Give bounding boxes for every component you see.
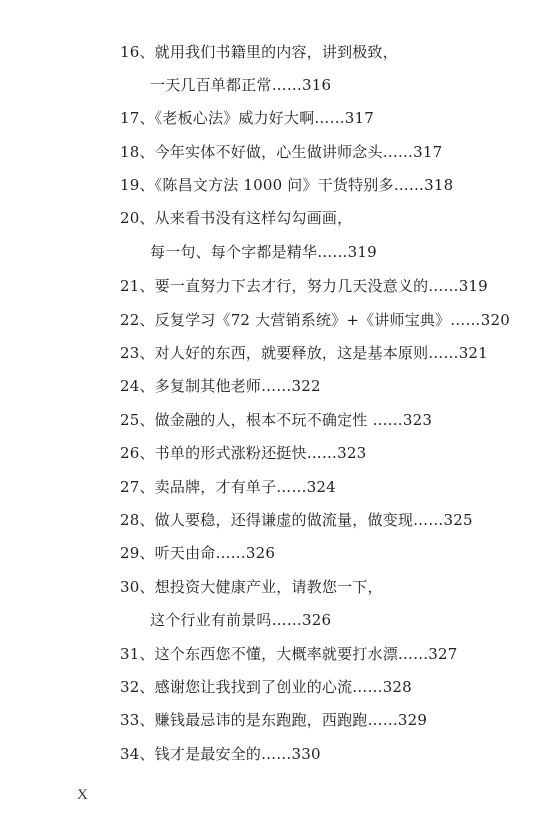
toc-entry-20-continued: 每一句、每个字都是精华……319 [150,243,377,261]
toc-entry-22: 22、反复学习《72 大营销系统》+《讲师宝典》……320 [120,311,510,329]
toc-entry-26: 26、书单的形式涨粉还挺快……323 [120,444,367,462]
toc-entry-25: 25、做金融的人，根本不玩不确定性 ……323 [120,411,433,429]
toc-entry-19: 19、《陈昌文方法 1000 问》干货特别多……318 [120,176,454,194]
toc-entry-21: 21、要一直努力下去才行，努力几天没意义的……319 [120,277,488,295]
toc-entry-30-continued: 这个行业有前景吗……326 [150,611,332,629]
toc-entry-33: 33、赚钱最忌讳的是东跑跑，西跑跑……329 [120,711,428,729]
toc-entry-18: 18、今年实体不好做，心生做讲师念头……317 [120,143,443,161]
toc-entry-17: 17、《老板心法》威力好大啊……317 [120,109,375,127]
toc-entry-30: 30、想投资大健康产业，请教您一下， [120,578,383,596]
toc-entry-16-continued: 一天几百单都正常……316 [150,76,332,94]
toc-entry-24: 24、多复制其他老师……322 [120,377,321,395]
toc-entry-32: 32、感谢您让我找到了创业的心流……328 [120,678,412,696]
toc-entry-29: 29、听天由命……326 [120,544,276,562]
toc-entry-34: 34、钱才是最安全的……330 [120,745,321,763]
page-number: X [77,787,88,803]
toc-entry-23: 23、对人好的东西，就要释放，这是基本原则……321 [120,344,488,362]
toc-entry-16: 16、就用我们书籍里的内容，讲到极致， [120,43,398,61]
toc-entry-28: 28、做人要稳，还得谦虚的做流量，做变现……325 [120,511,473,529]
toc-entry-27: 27、卖品牌，才有单子……324 [120,478,336,496]
toc-entry-31: 31、这个东西您不懂，大概率就要打水漂……327 [120,645,458,663]
toc-entry-20: 20、从来看书没有这样勾勾画画， [120,209,353,227]
